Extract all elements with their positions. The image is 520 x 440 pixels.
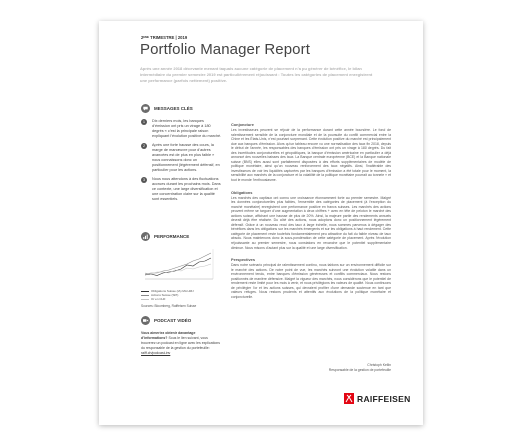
item-number: 1 (141, 119, 147, 125)
podcast-lead: Vous aimeriez obtenir davantage d’informations? (141, 331, 196, 340)
intro-text: Après une année 2018 décevante menant taquais aucune catégorie de placement n’a pu générer de bénéfice, le bilan intermédiaire du premier semestre 2019 est particulièrement réjouissant : Toutes les catégories de placement enregistrent une performance (parfois nettement) positive. (140, 66, 373, 83)
item-text: Nous nous attendons à des fluctuations accrues durant les prochains mois. Dans ce contexte, une large diversification et une concentration claire sur la qualité sont essentiels. (152, 177, 221, 201)
series-line-2 (145, 253, 211, 274)
list-item (141, 177, 222, 202)
chart-legend (141, 289, 222, 301)
podcast-section (141, 313, 222, 356)
raiffeisen-logo (344, 393, 411, 404)
podcast-title: PODCAST VIDÉO (154, 317, 192, 323)
video-camera-icon (141, 316, 150, 325)
podcast-header (141, 313, 222, 327)
legend-label: Or en CHF (151, 297, 166, 301)
podcast-text (141, 331, 222, 356)
bar-chart-icon (141, 232, 150, 241)
logo-text: RAIFFEISEN (357, 393, 411, 404)
legend-swatch (141, 295, 149, 296)
performance-chart (141, 247, 222, 283)
key-messages-section (141, 101, 222, 206)
legend-swatch (141, 291, 149, 292)
podcast-link[interactable]: raiff.ch/podcast-inv (141, 351, 171, 355)
crossed-horses-icon (344, 393, 354, 404)
list-item (141, 143, 222, 173)
key-messages-title: MESSAGES CLÉS (154, 105, 193, 111)
main-text-column (231, 122, 391, 307)
report-page (99, 21, 423, 425)
item-text: Dix derniers mois, les banques d’émission ont pris un virage à 180 degrés « c’est la principale raison expliquant l’évolution positive du marché. (152, 119, 222, 138)
legend-swatch (141, 299, 149, 300)
chat-bubble-icon (141, 104, 150, 113)
podcast-description: Sous le lien suivant, vous trouverez un podcast en ligne avec les explications du responsable de la gestion du portefeuille: (141, 336, 220, 350)
legend-label: Obligations Suisse (IA) MA HMJ (151, 289, 194, 293)
key-messages-header (141, 101, 222, 115)
key-messages-list (141, 119, 222, 202)
section-heading: Perspectives (231, 257, 256, 263)
quarter-label: 2ᴱᴹᴱ TRIMESTRE | 2019 (141, 35, 188, 40)
performance-header (141, 229, 222, 243)
series-line-3 (145, 264, 211, 274)
list-item (141, 119, 222, 139)
intro-paragraph (140, 66, 380, 84)
section-heading: Obligations (231, 189, 253, 195)
signature-name: Christoph Kellin (367, 363, 391, 367)
signature-block (231, 363, 391, 372)
section-paragraph: Les investisseurs peuvent se réjouir de la performance durant cette année boursière. Le fond de ralentissement sensible de la conjoncture mondiale et de la poursuite du conflit commercial entre la Chine et les États-Unis, n’est pourtant surprenant. Cette évolution positive du marché est principalement due aux banques d’émission. Alors qu’un tableau encore vu une normalisation des taux fin 2018, depuis le début de l’année, les responsables des banques d’émission ont pris un virage à 180 degrés. Du fait des incertitudes conjoncturelles et géopolitiques, la banque d’émission américaine en particulier a déjà annoncé des nouvelles baisses des taux. La Banque centrale européenne (BCE) et la Banque nationale suisse (BNS) elles aussi sont parfaitement disposées à des efforts supplémentaires de modèle de politique monétaire, ainsi qu’un nouveau renforcement des taux négatifs. Ainsi, l’inaltérable des investisseurs de voir les liquidités capturées par les banques d’émission a été totale pour le moment, la sensibilité aux marchés de la conjoncture et la volatilité de la politique monétaire pourrait au tonnele « et tout le monde l’enthousiasme. (231, 128, 391, 183)
section-paragraph: Dans notre scénario principal de ralentissement continu, nous tablons sur un environnement difficile sur le marché des actions. De notre point de vue, les marchés suivront une évolution volatile dans un environnement tendu, entre banques d’émission généreuses et conflits commerciaux. Nous restons positionnés de manière défensive. Malgré la vigueur des marchés, nous considérons que le potentiel de rendement reste limité pour les mois à venir, et nous privilégions les valeurs de qualité. Nous continuons de privilégier l’or et les actions suisses, qui devraient profiter d’une demande soutenue en tant que valeurs refuges. Nous restons prudents et attentifs aux évolutions de la politique monétaire et conjoncturelle. (231, 263, 391, 299)
page-title: Portfolio Manager Report (140, 41, 310, 58)
signature-role: Responsable de la gestion de portefeuille (328, 367, 391, 372)
item-number: 2 (141, 143, 147, 149)
section-paragraph: Les marchés des capitaux ont connu une croissance étonnamment forte au premier semestre. Malgré les données conjoncturelles plus faibles, l’ensemble des catégories de placement (à l’exception du marché monétaire) enregistrent une performance positive en francs suisses. Les marchés des actions peuvent même se targuer d’une augmentation à deux chiffres + avec en tête de peloton le marché des actions suisse, affichant une hausse de plus de 20%. Ainsi, la majeure partie des rendements annuels devrait déjà être réalisée. Du côté des actions, nous adoptons donc un positionnement légèrement défensif. Grâce à un nouveau recul des taux à large échelle, nous sommes parvenus à dégager des bénéfices dans les obligations sur les marchés émergents et sur les obligations à haut rendement. Cette catégorie de placement reste toutefois fondamentalement peu attractive du fait du faible niveau de taux absolu. Nous maintenons donc la sous-pondération de cette catégorie de placement. Après l’évolution réjouissante au premier semestre, nous constatons en revanche que le potentiel supplémentaire diminue. Nous misons d’autant plus sur la qualité et une large diversification. (231, 195, 391, 250)
section-heading: Conjoncture (231, 122, 254, 127)
legend-entry (141, 297, 222, 301)
chart-source: Sources: Bloomberg, Raiffeisen Suisse (141, 304, 197, 308)
item-number: 3 (141, 177, 147, 183)
legend-label: Actions Suisse (SPI) (151, 293, 179, 297)
item-text: Après une forte hausse des cours, la marge de manœuvre pour d’autres avancées est de plus en plus faible » nous connaissons donc un positionnement (légèrement défensif, en particulier pour les actions. (152, 143, 220, 172)
performance-title: PERFORMANCE (154, 233, 190, 239)
performance-section (141, 229, 222, 308)
